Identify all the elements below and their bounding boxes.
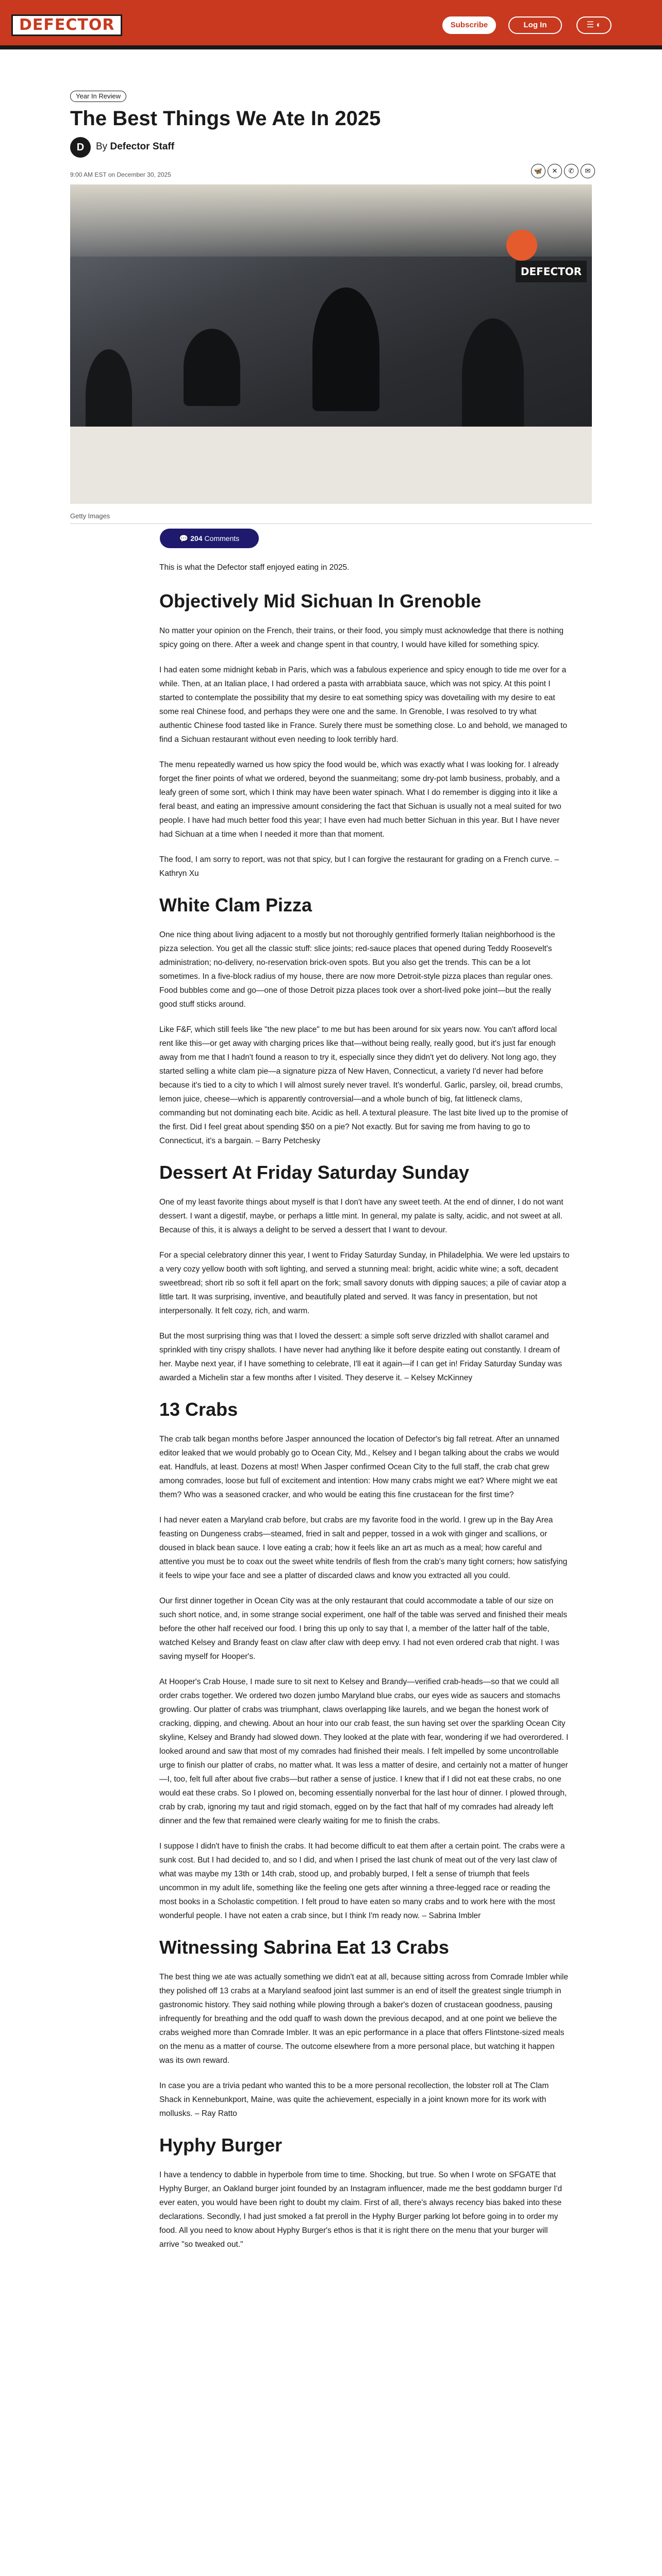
body-paragraph: One nice thing about living adjacent to a mostly but not thoroughly gentrified formerly Italian neighborhood is the pizza selection. You get all the classic stuff: slice joints; red-sauce places that opened during Teddy Roosevelt's administration; no-delivery, no-reservation brick-oven spots. But you also get the trends. This can be a lot sometimes. In a five-block radius of my house, there are now more Detroit-style pizza places than regular ones. Food bubbles come and go—one of those Detroit pizza places took over a short-lived poke joint—but the really good stuff sticks around. [159,930,555,1009]
body-paragraph: Our first dinner together in Ocean City was at the only restaurant that could accommodate a table of our size on such short notice, and, in some strange social experiment, one half of the table was served and finished their meals before the other half received our food. I bring this up only to say that I, a member of the latter half of the table, watched Kelsey and Brandy feast on claw after claw with deep envy. I had not even ordered crab that night. I was saving myself for Hooper's. [159,1597,567,1661]
body-paragraph: I had never eaten a Maryland crab before, but crabs are my favorite food in the world. I grew up in the Bay Area feasting on Dungeness crabs—steamed, fried in salt and pepper, tossed in a wok with ginger and scallions, or doused in black bean sauce. I love eating a crab; how it feels like an art as much as a meal; how careful and attentive you must be to coax out the sweet white tendrils of flesh from the crab's many tight corners; how satisfying it feels to wipe your face and see a platter of discarded claws and know you extracted all you could. [159,1516,568,1580]
category-tag[interactable]: Year In Review [70,91,126,102]
comments-label: Comments [204,534,240,543]
body-paragraph: No matter your opinion on the French, their trains, or their food, you simply must acknowledge that there is nothing spicy going on there. After a week and change spent in that country, I would have killed for something spicy. [159,626,564,649]
section-heading: Hyphy Burger [159,2134,283,2156]
author-name[interactable]: Defector Staff [110,141,175,152]
body-paragraph: But the most surprising thing was that I loved the dessert: a simple soft serve drizzled with shallot caramel and sprinkled with tiny crispy shallots. I have never had anything like it before despite eating out constantly. I dream of her. Maybe next year, if I have something to celebrate, I'll eat it again—if I can get in! Friday Saturday Sunday was awarded a Michelin star a few months after I visited. They deserve it. – Kelsey McKinney [159,1332,562,1382]
comments-count: 204 [190,534,203,543]
divider [70,523,592,524]
section-heading: Objectively Mid Sichuan In Grenoble [159,590,482,612]
comments-button[interactable] [160,529,259,548]
body-paragraph: I had eaten some midnight kebab in Paris, which was a fabulous experience and spicy enough to tide me over for a while. Then, at an Italian place, I had ordered a pasta with arrabbiata sauce, which was not spicy. At this point I started to contemplate the possibility that my desire to eat something spicy was dovetailing with my desire to eat some real Chinese food, and perhaps they were one and the same. In Grenoble, I was resolved to try what authentic Chinese food tasted like in France. Surely there must be something close. Lo and behold, we managed to find a Sichuan restaurant without even needing to look terribly hard. [159,666,567,744]
byline-prefix: By [96,141,108,152]
article-body [159,561,570,2263]
section-heading: Dessert At Friday Saturday Sunday [159,1162,469,1183]
section-heading: Witnessing Sabrina Eat 13 Crabs [159,1937,449,1958]
menu-icon: ☰ ◐ [586,21,602,29]
body-paragraph: I suppose I didn't have to finish the crabs. It had become difficult to eat them after a certain point. The crabs were a sunk cost. But I had decided to, and so I did, and when I prised the last chunk of meat out of the very last claw of what was maybe my 13th or 14th crab, stood up, and probably burped, I felt a sense of triumph that feels uncommon in my adult life, something like the feeling one gets after winning a three-legged race or reading the most books in a Scholastic competition. I felt proud to have eaten so many crabs and to work here with the most wonderful people. I have not eaten a crab since, but I think I'm ready now. – Sabrina Imbler [159,1842,565,1920]
body-paragraph: I have a tendency to dabble in hyperbole from time to time. Shocking, but true. So when I wrote on SFGATE that Hyphy Burger, an Oakland burger joint founded by an Instagram influencer, made me the best goddamn burger I'd ever eaten, you would have been right to doubt my claim. First of all, there's always recency bias baked into these declarations. Secondly, I had just smoked a fat preroll in the Hyphy Burger parking lot before going in to order my food. All you need to know about Hyphy Burger's ethos is that it is right there on the menu that your burger will arrive "so tweaked out." [159,2171,562,2249]
menu-button[interactable] [576,16,611,34]
subscribe-button[interactable]: Subscribe [442,16,496,34]
section-heading: White Clam Pizza [159,894,312,916]
photo-caption: Getty Images [70,512,110,520]
body-paragraph: Like F&F, which still feels like "the new place" to me but has been around for six years now. You can't afford local rent like this—or get away with charging prices like that—without being really, really good, but it's just far enough away from me that I hadn't found a reason to try it, especially since they didn't yet do delivery. Not long ago, they started selling a white clam pie—a signature pizza of New Haven, Connecticut, a variety I'd never had before because it's tied to a city to which I will almost surely never travel. It's wonderful. Garlic, parsley, oil, bread crumbs, lemon juice, cheese—which is apparently controversial—and a whole bunch of big, fat littleneck clams, commanding but not dominating each bite. Acidic as hell. A textural pleasure. The last bite lived up to the promise of the first. Did I feel great about spending $50 on a pie? Not exactly. But for saving me from having to go to Connecticut, it's a bargain. – Barry Petchesky [159,1025,568,1145]
body-paragraph: One of my least favorite things about myself is that I don't have any sweet teeth. At the end of dinner, I do not want dessert. I want a digestif, maybe, or perhaps a little mint. In general, my palate is salty, acidic, and not sweet at all. Because of this, it is always a delight to be served a dessert that I want to devour. [159,1198,564,1234]
article-title: The Best Things We Ate In 2025 [70,107,381,130]
comment-icon: 💬 [179,534,189,543]
publish-date: 9:00 AM EST on December 30, 2025 [70,171,171,178]
sticker-badge [506,230,537,261]
body-paragraph: The crab talk began months before Jasper announced the location of Defector's big fall retreat. After an unnamed editor leaked that we would probably go to Ocean City, Md., Kelsey and I began talking about the crabs we would eat. Handfuls, at least. Dozens at most! When Jasper confirmed Ocean City to the full staff, the crab chat grew among comrades, loose but full of excitement and intention: How many crabs might we eat? Where might we eat them? Who was a seasoned cracker, and who would be eating this fine crustacean for the first time? [159,1435,559,1499]
body-paragraph: The menu repeatedly warned us how spicy the food would be, which was exactly what I was looking for. I already forget the finer points of what we ordered, beyond the suanmeitang; some dry-pot lamb business, probably, and a leafy green of some sort, which I think may have been water spinach. What I do remember is digging into it like a feral beast, and eating an impressive amount considering the fact that Sichuan is usually not a meal suited for two people. I have had much better food this year; I have even had much better Sichuan in this year. But I have never had Sichuan at a time when I needed it more than that moment. [159,760,561,839]
intro-paragraph: This is what the Defector staff enjoyed eating in 2025. [159,563,350,572]
body-paragraph: The best thing we ate was actually something we didn't eat at all, because sitting across from Comrade Imbler while they polished off 13 crabs at a Maryland seafood joint last summer is an end of itself the greatest single triumph in gastronomic history. They said nothing while plowing through a baker's dozen of crustacean goodness, pausing infrequently for breathing and the odd quaff to wash down the previous decapod, and at one point we believe the crabs weighed more than Comrade Imbler. It was an epic performance in a place that offers Flintstone-sized meals on the menu as a matter of course. The outcome elsewhere from a more personal place, but watching it happen was its own reward. [159,1973,568,2065]
body-paragraph: At Hooper's Crab House, I made sure to sit next to Kelsey and Brandy—verified crab-heads—so that we could all order crabs together. We ordered two dozen jumbo Maryland blue crabs, our eyes wide as saucers and stomachs growling. Our platter of crabs was triumphant, claws overlapping like laurels, and we began the honest work of cracking, dipping, and chewing. About an hour into our crab feast, the sun having set over the sparkling Ocean City skyline, Kelsey and Brandy had slowed down. They looked at the plate with fear, wondering if we had overordered. I looked around and saw that most of my comrades had finished their meals. I felt impelled by some uncontrollable urge to finish our platter of crabs, no matter what. It was less a matter of desire, and certainly not a matter of hunger—I, too, felt full after about five crabs—but rather a sense of justice. I knew that if I did not eat these crabs, no one would eat these crabs. So I plowed on, becoming essentially nonverbal for the last hour of dinner. I plowed through, crab by crab, ignoring my taut and rigid stomach, egged on by the fact that half of my comrades had already left dinner and the few that remained were clearly waiting for me to finish the crabs. [159,1677,569,1825]
article-sections [159,590,570,2251]
login-button[interactable]: Log In [508,16,562,34]
site-header [0,0,662,49]
byline [96,141,174,152]
share-bluesky-icon[interactable]: 🦋 [531,164,545,178]
hero-photo [70,184,592,504]
site-logo[interactable]: DEFECTOR [11,14,122,36]
photo-logo: DEFECTOR [516,261,587,282]
share-email-icon[interactable]: ✉ [581,164,595,178]
author-row [70,137,592,160]
body-paragraph: The food, I am sorry to report, was not that spicy, but I can forgive the restaurant for grading on a French curve. – Kathryn Xu [159,855,559,878]
share-whatsapp-icon[interactable]: ✆ [564,164,578,178]
body-paragraph: In case you are a trivia pedant who wanted this to be a more personal recollection, the lobster roll at The Clam Shack in Kennebunkport, Maine, was quite the achievement, especially in a joint known more for its work with mollusks. – Ray Ratto [159,2081,549,2118]
author-avatar[interactable]: D [70,137,91,158]
article [65,49,597,2576]
share-twitter-icon[interactable]: ✕ [548,164,562,178]
section-heading: 13 Crabs [159,1399,238,1420]
body-paragraph: For a special celebratory dinner this year, I went to Friday Saturday Sunday, in Philadelphia. We were led upstairs to a very cozy yellow booth with soft lighting, and served a stunning meal: bright, acidic white wine; a soft, decadent sweetbread; short rib so soft it fell apart on the fork; small savory donuts with dipping sauces; a pile of caviar atop a little tart. It was surprising, inventive, and beautifully plated and served. It was fancy in presentation, but not interpersonally. It felt cozy, rich, and warm. [159,1251,570,1315]
